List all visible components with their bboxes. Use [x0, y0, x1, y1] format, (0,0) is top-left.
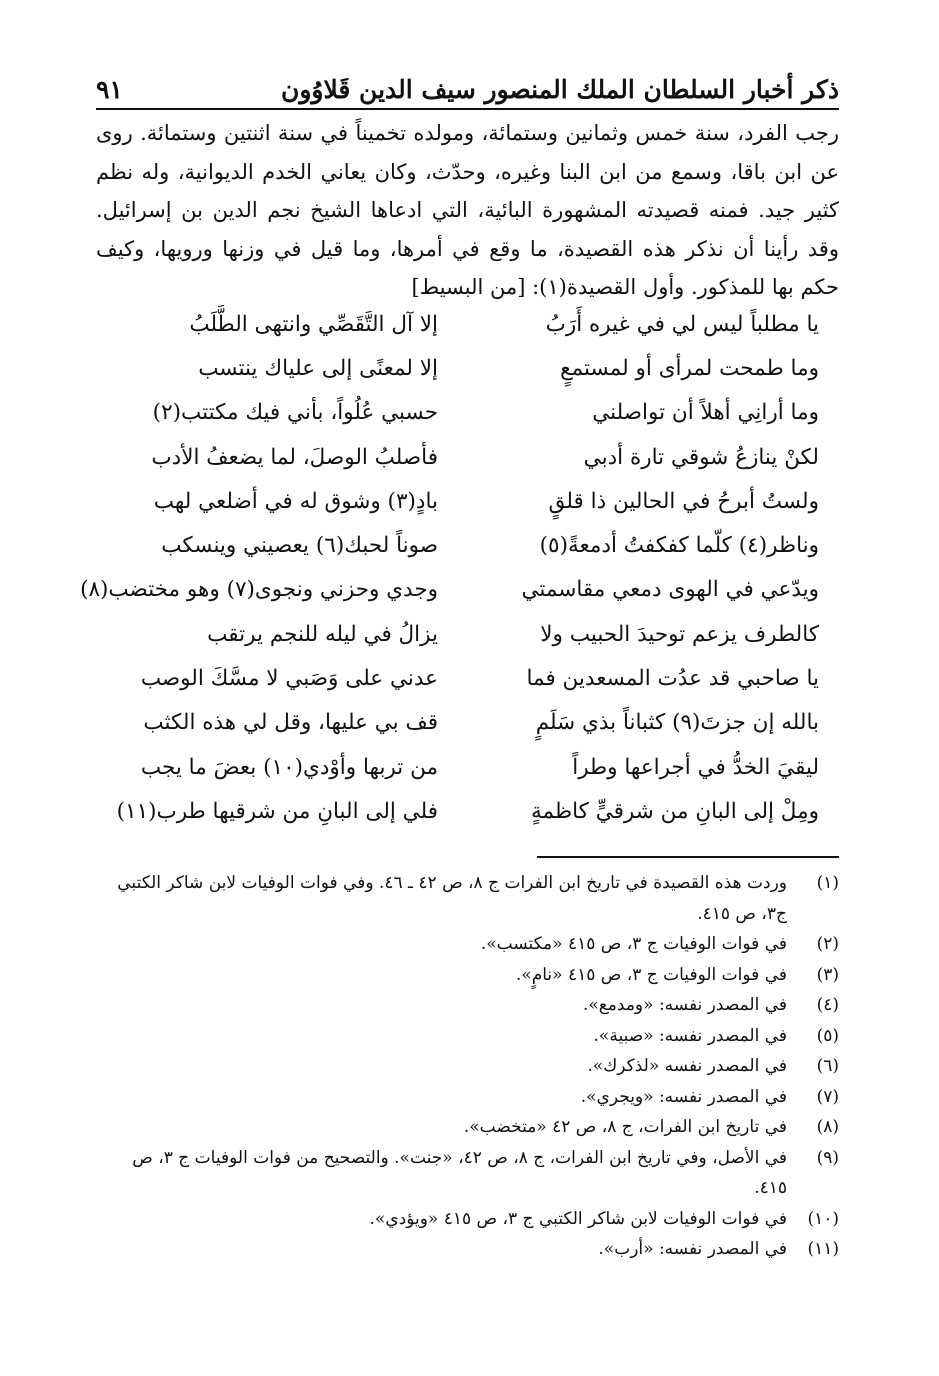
verse-second-hemistich: فأصلبُ الوصلَ، لما يضعفُ الأدب	[151, 444, 438, 470]
verse-first-hemistich: وما أرانِي أهلاً أن تواصلني	[592, 400, 819, 426]
footnote-text: في المصدر نفسه: «صبية».	[593, 1025, 787, 1046]
footnote-number: (١٠)	[807, 1208, 839, 1229]
poem	[80, 302, 819, 834]
running-title: ذكر أخبار السلطان الملك المنصور سيف الدين قَلاوُون	[280, 75, 839, 104]
verse-second-hemistich: قف بي عليها، وقل لي هذه الكثب	[143, 710, 438, 736]
verse-first-hemistich: ويدّعي في الهوى دمعي مقاسمتي	[521, 577, 819, 603]
verse-12	[116, 789, 819, 833]
footnote-7	[96, 1082, 839, 1113]
footnotes	[96, 868, 839, 1265]
verse-second-hemistich: إلا لمعنًى إلى علياك ينتسب	[198, 355, 438, 381]
verse-4	[120, 435, 819, 479]
verse-second-hemistich: صوناً لحبك(٦) يعصيني وينسكب	[161, 533, 438, 559]
verse-first-hemistich: ولستُ أبرحُ في الحالين ذا قلقٍ	[548, 488, 819, 514]
verse-10	[120, 701, 819, 745]
prose-text: رجب الفرد، سنة خمس وثمانين وستمائة، ومولده تخميناً في سنة اثنتين وستمائة. روى عن ابن باقا، وسمع من ابن البنا وغيره، وحدّث، وكان يعاني الخدم الديوانية، وله نظم كثير جيد. فمنه قصيدته المشهورة البائية، التي ادعاها الشيخ نجم الدين بن إسرائيل. وقد رأينا أن نذكر هذه القصيدة، ما وقع في أمرها، وما قيل في وزنها ورويها، وكيف حكم بها للمذكور. وأول القصيدة(١): [من البسيط]	[96, 121, 839, 299]
verse-first-hemistich: ليقيَ الخدُّ في أجراعها وطراً	[572, 754, 819, 780]
verse-second-hemistich: وجدي وحزني ونجوى(٧) وهو مختضب(٨)	[80, 577, 438, 603]
footnote-number: (٧)	[816, 1086, 839, 1107]
verse-first-hemistich: وناظر(٤) كلّما كفكفتُ أدمعةً(٥)	[539, 533, 819, 559]
footnote-number: (٢)	[816, 934, 839, 954]
verse-1	[120, 302, 819, 346]
verse-9	[120, 656, 819, 700]
footnote-9	[96, 1143, 839, 1204]
footnote-number: (٨)	[816, 1117, 839, 1137]
footnote-text: في الأصل، وفي تاريخ ابن الفرات، ج ٨، ص ٤٢، «جنت». والتصحيح من فوات الوفيات ج ٣، ص ٤١٥.	[132, 1147, 787, 1198]
verse-second-hemistich: من تربها وأوْدي(١٠) بعضَ ما يجب	[140, 754, 438, 780]
verse-first-hemistich: كالطرف يزعم توحيدَ الحبيب ولا	[540, 621, 819, 647]
verse-3	[120, 391, 819, 435]
footnote-2	[96, 929, 839, 960]
verse-5	[120, 479, 819, 523]
verse-second-hemistich: حسبي عُلُواً، بأني فيك مكتتب(٢)	[152, 400, 438, 426]
footnote-text: في فوات الوفيات ج ٣، ص ٤١٥ «نامٍ».	[515, 964, 787, 985]
footnote-text: في المصدر نفسه: «ويجري».	[580, 1086, 787, 1107]
verse-11	[120, 745, 819, 789]
verse-second-hemistich: عدني على وَصَبي لا مسَّكَ الوصب	[140, 666, 438, 692]
verse-8	[120, 612, 819, 656]
footnote-number: (١١)	[807, 1239, 839, 1259]
verse-second-hemistich: يزالُ في ليله للنجم يرتقب	[207, 621, 438, 647]
footnote-6	[96, 1051, 839, 1082]
footnote-number: (١)	[816, 873, 839, 893]
verse-second-hemistich: فلي إلى البانِ من شرقيها طرب(١١)	[116, 798, 438, 824]
verse-first-hemistich: بالله إن جزتَ(٩) كثباناً بذي سَلَمٍ	[535, 710, 819, 736]
verse-2	[120, 346, 819, 390]
footnote-3	[96, 960, 839, 991]
footnote-divider	[537, 856, 839, 858]
footnote-4	[96, 990, 839, 1021]
footnote-number: (٣)	[816, 964, 839, 985]
footnote-number: (٦)	[816, 1056, 839, 1076]
footnote-text: في فوات الوفيات لابن شاكر الكتبي ج ٣، ص ٤١٥ «ويؤدي».	[369, 1208, 787, 1229]
page-header	[96, 58, 839, 110]
verse-7	[80, 568, 819, 612]
footnote-11	[96, 1234, 839, 1265]
verse-second-hemistich: بادٍ(٣) وشوق له في أضلعي لهب	[153, 488, 438, 514]
verse-first-hemistich: يا صاحبي قد عدُت المسعدين فما	[526, 666, 819, 692]
prose-paragraph	[96, 114, 839, 307]
page-number: ٩١	[96, 75, 123, 104]
footnote-text: في المصدر نفسه: «ومدمع».	[582, 995, 787, 1015]
verse-first-hemistich: لكنْ ينازعُ شوقي تارة أدبي	[583, 444, 819, 470]
footnote-number: (٩)	[816, 1147, 839, 1168]
footnote-text: في المصدر نفسه «لذكرك».	[587, 1056, 787, 1076]
footnote-number: (٥)	[816, 1025, 839, 1046]
footnote-8	[96, 1112, 839, 1143]
footnote-5	[96, 1021, 839, 1052]
verse-6	[120, 523, 819, 567]
footnote-text: في فوات الوفيات ج ٣، ص ٤١٥ «مكتسب».	[480, 934, 787, 954]
footnote-text: في تاريخ ابن الفرات، ج ٨، ص ٤٢ «متخضب».	[463, 1117, 787, 1137]
verse-first-hemistich: ومِلْ إلى البانِ من شرقيٍّ كاظمةٍ	[531, 798, 819, 824]
footnote-text: وردت هذه القصيدة في تاريخ ابن الفرات ج ٨، ص ٤٢ ـ ٤٦. وفي فوات الوفيات لابن شاكر الكتبي ج٣، ص ٤١٥.	[117, 873, 787, 924]
verse-first-hemistich: يا مطلباً ليس لي في غيره أَرَبُ	[545, 311, 819, 337]
verse-first-hemistich: وما طمحت لمرأى أو لمستمعٍ	[560, 355, 819, 381]
footnote-number: (٤)	[816, 995, 839, 1015]
verse-second-hemistich: إلا آل التَّقَصِّي وانتهى الطَّلَبُ	[189, 311, 438, 337]
footnote-1	[96, 868, 839, 929]
footnote-10	[96, 1204, 839, 1235]
footnote-text: في المصدر نفسه: «أرب».	[598, 1239, 787, 1259]
